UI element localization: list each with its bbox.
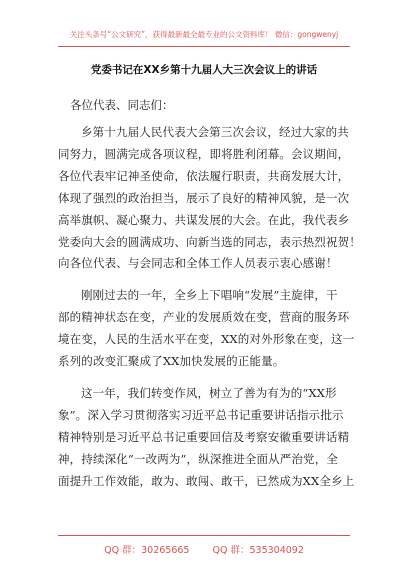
paragraph-line: 境在变，人民的生活水平在变，XX的对外形象在变，这一 (58, 332, 355, 347)
document-title: 党委书记在XX乡第十九届人大三次会议上的讲话 (90, 64, 318, 76)
paragraph-line: 精神特别是习近平总书记重要回信及考察安徽重要讲话精 (58, 429, 350, 444)
paragraph-line: 高举旗帜、凝心聚力、共谋发展的大会。在此，我代表乡 (58, 212, 350, 227)
salutation: 各位代表、同志们： (70, 98, 174, 112)
footer (0, 542, 408, 556)
paragraph-line: 党委向大会的圆满成功、向新当选的同志，表示热烈祝贺！ (58, 234, 361, 249)
header-promo-text: 关注头条号“公文研究”，获得最新最全最专业的公文资料库！ 微信：gongwenyj (69, 30, 339, 39)
paragraph-1 (58, 122, 361, 275)
paragraph-line: 系列的改变汇聚成了XX加快发展的正能量。 (58, 354, 285, 369)
paragraph-line: 部的精神状态在变，产业的发展质效在变，营商的服务环 (58, 310, 350, 325)
paragraph-3 (58, 383, 355, 493)
footer-qq-group-2: QQ 群：535304092 (212, 545, 304, 556)
paragraph-line: 象”。深入学习贯彻落实习近平总书记重要讲话指示批示 (58, 407, 344, 422)
header-divider (58, 46, 350, 47)
paragraph-line: 神，持续深化“一改两为”，纵深推进全面从严治党，全 (58, 451, 339, 466)
paragraph-line: 这一年，我们转变作风，树立了善为有为的“XX形 (81, 385, 337, 400)
paragraph-line: 体现了强烈的政治担当，展示了良好的精神风貌，是一次 (58, 190, 350, 205)
paragraph-line: 各位代表牢记神圣使命，依法履行职责，共商发展大计， (58, 168, 350, 183)
document-body (58, 122, 361, 503)
footer-qq-group-1: QQ 群：30265665 (104, 545, 190, 556)
footer-divider (58, 535, 350, 536)
paragraph-line: 面提升工作效能，敢为、敢闯、敢干，已然成为XX全乡上 (58, 473, 355, 488)
paragraph-2 (58, 285, 355, 373)
paragraph-line: 向各位代表、与会同志和全体工作人员表示衷心感谢！ (58, 256, 338, 271)
paragraph-line: 同努力，圆满完成各项议程，即将胜利闭幕。会议期间， (58, 146, 350, 161)
paragraph-line: 刚刚过去的一年，全乡上下唱响“发展”主旋律，干 (81, 288, 338, 303)
paragraph-line: 乡第十九届人民代表大会第三次会议，经过大家的共 (81, 125, 349, 139)
